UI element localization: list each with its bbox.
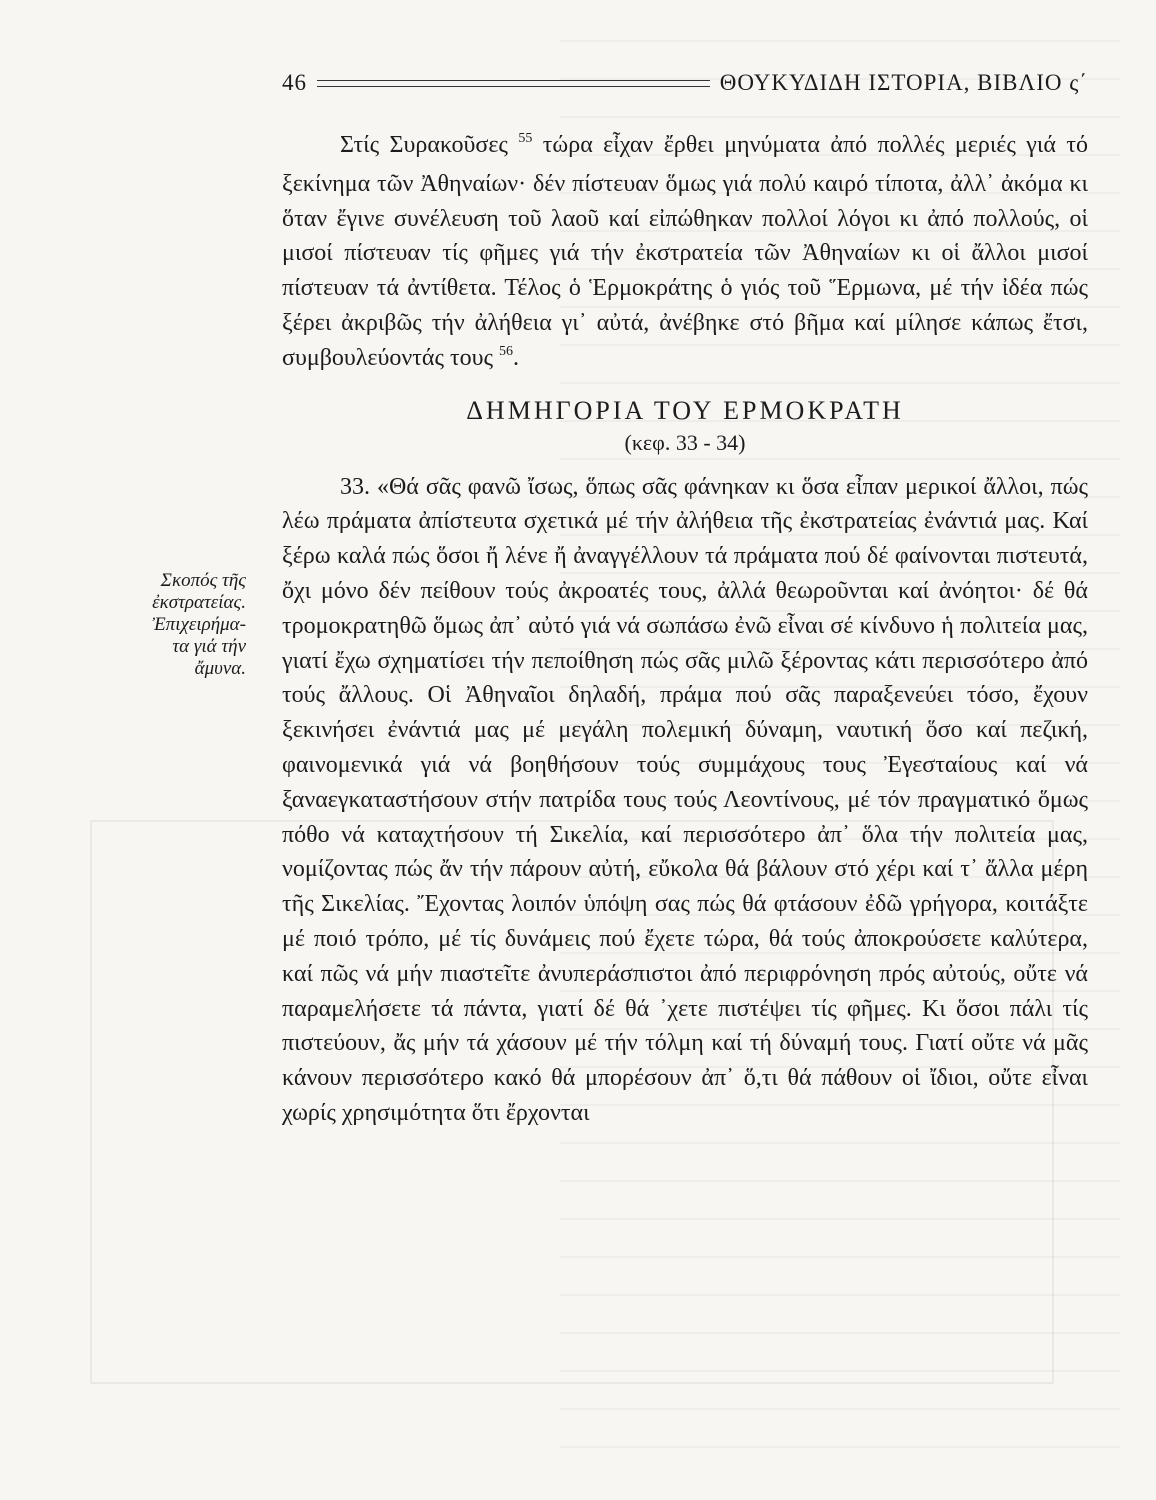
header-double-rule	[317, 80, 710, 87]
margin-note-line: Σκοπός τῆς	[160, 570, 246, 591]
margin-note-line: τα γιά τήν	[172, 636, 246, 657]
main-text	[282, 128, 1088, 1131]
margin-note-line: ἄμυνα.	[194, 658, 246, 679]
running-title: ΘΟΥΚΥΔΙΔΗ ΙΣΤΟΡΙΑ, ΒΙΒΛΙΟ ς΄	[719, 70, 1088, 95]
margin-note-line: Ἐπιχειρήμα-	[152, 614, 246, 635]
margin-note	[96, 570, 246, 680]
page-number: 46	[282, 70, 307, 95]
chapter-33-paragraph: 33. «Θά σᾶς φανῶ ἴσως, ὅπως σᾶς φάνηκαν κι ὅσα εἶπαν μερικοί ἄλλοι, πώς λέω πράματα ἀπίστευτα σχετικά μέ τήν ἀλήθεια τῆς ἐκστρατείας ἐνάντιά μας. Καί ξέρω καλά πώς ὅσοι ἤ λένε ἤ ἀναγγέλλουν τά πράματα πού δέ φαίνονται πιστευτά, ὄχι μόνο δέν πείθουν τούς ἀκροατές τους, ἀλλά θεωροῦνται καί ἀνόητοι· δέ θά τρομοκρατηθῶ ὅμως ἀπ᾽ αὐτό γιά νά σωπάσω ἐνῶ εἶναι σέ κίνδυνο ἡ πολιτεία μας, γιατί ἔχω σχηματίσει τήν πεποίθηση πώς σᾶς μιλῶ ξέροντας κάτι περισσότερο ἀπό τούς ἄλλους. Οἱ Ἀθηναῖοι δηλαδή, πράμα πού σᾶς παραξενεύει τόσο, ἔχουν ξεκινήσει ἐνάντιά μας μέ μεγάλη πολεμική δύναμη, ναυτική ὅσο καί πεζική, φαινομενικά γιά νά βοηθήσουν τούς συμμάχους τους Ἐγεσταίους καί νά ξαναεγκαταστήσουν στήν πατρίδα τους τούς Λεοντίνους, μέ τόν πραγματικό ὅμως πόθο νά καταχτήσουν τή Σικελία, καί περισσότερο ἀπ᾽ ὅλα τήν πολιτεία μας, νομίζοντας πώς ἄν τήν πάρουν αὐτή, εὔκολα θά βάλουν στό χέρι καί τ᾽ ἄλλα μέρη τῆς Σικελίας. Ἔχοντας λοιπόν ὑπόψη σας πώς θά φτάσουν ἐδῶ γρήγορα, κοιτάξτε μέ ποιό τρόπο, μέ τίς δυνάμεις πού ἔχετε τώρα, θά τούς ἀποκρούσετε καλύτερα, καί πῶς νά μήν πιαστεῖτε ἀνυπεράσπιστοι ἀπό περιφρόνηση πρός αὐτούς, οὔτε νά παραμελήσετε τά πάντα, γιατί δέ θά ᾽χετε πιστέψει τίς φῆμες. Κι ὅσοι πάλι τίς πιστεύουν, ἄς μήν τά χάσουν μέ τήν τόλμη καί τή δύναμή τους. Γιατί οὔτε νά μᾶς κάνουν περισσότερο κακό θά μπορέσουν ἀπ᾽ ὅ,τι θά πάθουν οἱ ἴδιοι, οὔτε εἶναι χωρίς χρησιμότητα ὅτι ἔρχονται	[282, 473, 1088, 1126]
section-heading: ΔΗΜΗΓΟΡΙΑ ΤΟΥ ΕΡΜΟΚΡΑΤΗ	[466, 395, 904, 425]
margin-note-line: ἐκστρατείας.	[152, 592, 246, 613]
section-subheading: (κεφ. 33 - 34)	[624, 429, 746, 455]
intro-text-end: .	[512, 344, 519, 371]
footnote-ref-56[interactable]: 56	[498, 343, 513, 359]
running-header	[282, 68, 1088, 98]
intro-text: τώρα εἶχαν ἔρθει μηνύματα ἀπό πολλές μεριές γιά τό ξεκίνημα τῶν Ἀθηναίων· δέν πίστευαν ὅμως γιά πολύ καιρό τίποτα, ἀλλ᾽ ἀκόμα κι ὅταν ἔγινε συνέλευση τοῦ λαοῦ καί εἰπώθηκαν πολλοί λόγοι κι ἀπό πολλούς, οἱ μισοί πίστευαν τίς φῆμες γιά τήν ἐκστρατεία τῶν Ἀθηναίων κι οἱ ἄλλοι μισοί πίστευαν τά ἀντίθετα. Τέλος ὁ Ἑρμοκράτης ὁ γιός τοῦ Ἕρμωνα, μέ τήν ἰδέα πώς ξέρει ἀκριβῶς τήν ἀλήθεια γι᾽ αὐτά, ἀνέβηκε στό βῆμα καί μίλησε κάπως ἔτσι, συμβουλεύοντάς τους	[282, 132, 1089, 371]
intro-paragraph	[282, 128, 1088, 380]
intro-text-start: Στίς Συρακοῦσες	[340, 132, 519, 158]
footnote-ref-55[interactable]: 55	[518, 131, 533, 146]
